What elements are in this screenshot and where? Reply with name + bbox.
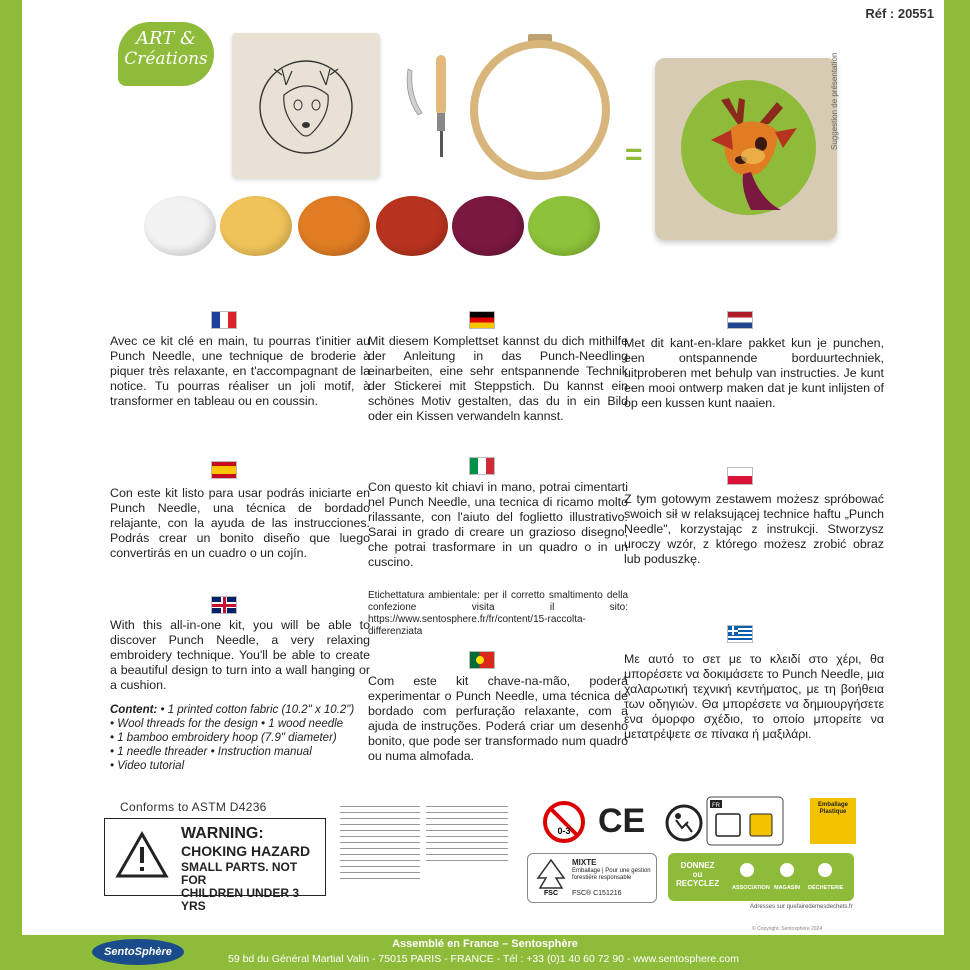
flag-portugal [470, 652, 494, 668]
warnings-fine-print-2 [426, 806, 508, 866]
text-polish [624, 492, 884, 567]
donnez-block [676, 861, 719, 888]
ce-mark-icon: CE [598, 802, 646, 840]
logo-line-2: Créations [124, 49, 208, 69]
text-portuguese [368, 674, 628, 764]
text-french [110, 334, 370, 409]
fsc-description: Emballage | Pour une gestion forestière responsable [572, 868, 651, 881]
deer-punch-design [681, 80, 816, 215]
assembled-in-france: Assemblé en France – Sentosphère [392, 938, 578, 950]
logo-line-1: ART & [136, 28, 196, 49]
paragraph-nl: Met dit kant-en-klare pakket kun je punchen, een ontspannende borduurtechniek, uitproberen met behulp van instructies. Je kunt een mooi ontwerp maken dat je kunt inlijsten of op een kussen kunt naaien. [624, 336, 884, 410]
astm-conformity: Conforms to ASTM D4236 [120, 800, 267, 814]
choking-warning-box [104, 818, 326, 913]
finished-cushion-image [655, 58, 837, 240]
waste-address-note: Adresses sur quefairedemesdechets.fr [750, 904, 853, 910]
presentation-suggestion: Suggestion de présentation [830, 52, 839, 150]
decheterie-label: DÉCHETERIE [808, 885, 844, 891]
association-icon [740, 863, 754, 877]
copyright-note: © Copyright: Sentosphère 2024 [752, 926, 823, 932]
paragraph-de: Mit diesem Komplettset kannst du dich mithilfe der Anleitung in das Punch-Needling einarbeiten, eine sehr entspannende Technik der Stickerei mit Steppstich. Du kannst ein schönes Motiv gestalten, das du in ein Bild oder ein Kissen verwandeln kannst. [368, 334, 628, 423]
text-dutch [624, 336, 884, 411]
text-german [368, 334, 628, 424]
yarn-ball-green [528, 196, 600, 256]
kit-contents [110, 703, 370, 773]
flag-france [212, 312, 236, 328]
donnez-recyclez-label [668, 853, 854, 901]
paragraph-es: Con este kit listo para usar podrás iniciarte en Punch Needle, una técnica de bordado relajante, con la ayuda de las instrucciones. Podrás crear un bonito diseño que luego convertirás en un cuadro o un cojín. [110, 486, 370, 560]
flag-greece [728, 626, 752, 642]
yarn-ball-burgundy [452, 196, 524, 256]
flag-italy [470, 458, 494, 474]
yarn-ball-yellow [220, 196, 292, 256]
choking-hazard: CHOKING HAZARD [181, 843, 311, 859]
deer-outline-drawing [252, 55, 360, 155]
sentosphere-logo: SentoSphère [92, 939, 184, 965]
paragraph-el: Με αυτό το σετ με το κλειδί στο χέρι, θα μπορέσετε να δοκιμάσετε το Punch Needle, μια χαλαρωτική τεχνική κεντήματος, με τη βοήθεια των οδηγιών. Θα μπορέσετε να δημιουργήσετε ένα όμορφο σχέδιο, το οποίο μπορείτε να μετατρέψετε σε πίνακα ή μαξιλάρι. [624, 652, 884, 741]
contents-line-2: • Wool threads for the design • 1 wood needle [110, 718, 344, 730]
warnings-fine-print-1 [340, 806, 420, 884]
paragraph-en: With this all-in-one kit, you will be able to discover Punch Needle, a very relaxing embroidery technique. You'll be able to create a beautiful design to turn into a wall hanging or a cushion. [110, 618, 370, 692]
store-icon [780, 863, 794, 877]
text-greek [624, 652, 884, 742]
equals-sign: = [625, 138, 643, 171]
wood-needle-and-threader [400, 55, 460, 165]
paragraph-it-note: Etichettatura ambientale: per il corretto smaltimento della confezione visita il sito: https://www.sentosphere.fr/fr/content/15-raccolta-differenziata [368, 590, 628, 637]
not-under-3-icon [542, 800, 586, 844]
tidyman-icon [664, 804, 704, 842]
text-italian-note [368, 590, 628, 638]
association-label: ASSOCIATION [732, 885, 770, 891]
yarn-ball-white [144, 196, 216, 256]
paragraph-it: Con questo kit chiavi in mano, potrai cimentarti nel Punch Needle, una tecnica di ricamo molto rilassante, con l'aiuto del foglietto illustrativo. Sarai in grado di creare un grazioso disegno, che potrai trasformare in un quadro o in un cuscino. [368, 480, 628, 569]
paragraph-pl: Z tym gotowym zestawem możesz spróbować swoich sił w relaksującej technice haftu „Punch Needle", korzystając z instrukcji. Stworzysz uroczy wzór, z którego możesz zrobić obraz lub poduszkę. [624, 492, 884, 566]
yarn-ball-red [376, 196, 448, 256]
paragraph-fr: Avec ce kit clé en main, tu pourras t'initier au Punch Needle, une technique de broderie à piquer très relaxante, en t'accompagnant de la notice. Tu pourras réaliser un joli motif, à transformer en tableau ou en coussin. [110, 334, 370, 408]
flag-netherlands [728, 312, 752, 328]
children-line: CHILDREN UNDER 3 YRS [181, 886, 300, 913]
flag-spain [212, 462, 236, 478]
paragraph-pt: Com este kit chave-na-mão, poderá experimentar o Punch Needle, uma técnica de bordado com perfuração relaxante, com a ajuda de instruções. Poderá criar um desenho bonito, que pode ser transformado num quadro ou numa almofada. [368, 674, 628, 763]
contents-line-4: • 1 needle threader • Instruction manual [110, 746, 312, 758]
triman-icon [706, 796, 784, 846]
donnez-word: DONNEZ [680, 861, 715, 870]
recyclez-word: RECYCLEZ [676, 879, 720, 888]
fsc-text: FSC [544, 890, 558, 896]
warning-title: WARNING: [181, 825, 264, 842]
contents-line-1: • 1 printed cotton fabric (10.2" x 10.2") [160, 704, 355, 716]
small-parts-line: SMALL PARTS. NOT FOR [181, 860, 298, 887]
magasin-label: MAGASIN [774, 885, 800, 891]
fsc-mixte: MIXTE [572, 858, 597, 867]
contents-line-3: • 1 bamboo embroidery hoop (7.9" diameter) [110, 732, 337, 744]
warning-triangle-icon [115, 831, 169, 879]
flag-poland [728, 468, 752, 484]
art-creations-logo [118, 22, 214, 86]
bamboo-hoop [470, 40, 610, 180]
ou-word: ou [692, 870, 703, 879]
fr-badge: FR [712, 803, 720, 809]
multilingual-warnings-2 [426, 806, 516, 866]
contents-label: Content: [110, 704, 158, 716]
text-italian [368, 480, 628, 570]
yarn-ball-orange [298, 196, 370, 256]
contents-line-5: • Video tutorial [110, 760, 185, 772]
small-parts-text [181, 861, 325, 913]
multilingual-warnings-1 [340, 806, 430, 884]
recycling-centre-icon [818, 863, 832, 877]
text-english [110, 618, 370, 693]
printed-fabric-image [232, 33, 380, 178]
fsc-code: FSC® C151216 [572, 890, 622, 897]
flag-germany [470, 312, 494, 328]
flag-uk [212, 597, 236, 613]
text-spanish [110, 486, 370, 561]
fsc-label [527, 853, 657, 903]
fsc-tree-icon [534, 858, 568, 896]
age-label: 0-3 [557, 826, 571, 836]
company-address: 59 bd du Général Martial Valin - 75015 PARIS - FRANCE - Tél : +33 (0)1 40 60 72 90 - www.sentosphere.com [228, 953, 739, 965]
emballage-label: Emballage [817, 802, 848, 808]
plastique-label: Plastique [819, 809, 847, 815]
reference-number: Réf : 20551 [865, 6, 934, 21]
yellow-bin-icon [810, 798, 856, 844]
